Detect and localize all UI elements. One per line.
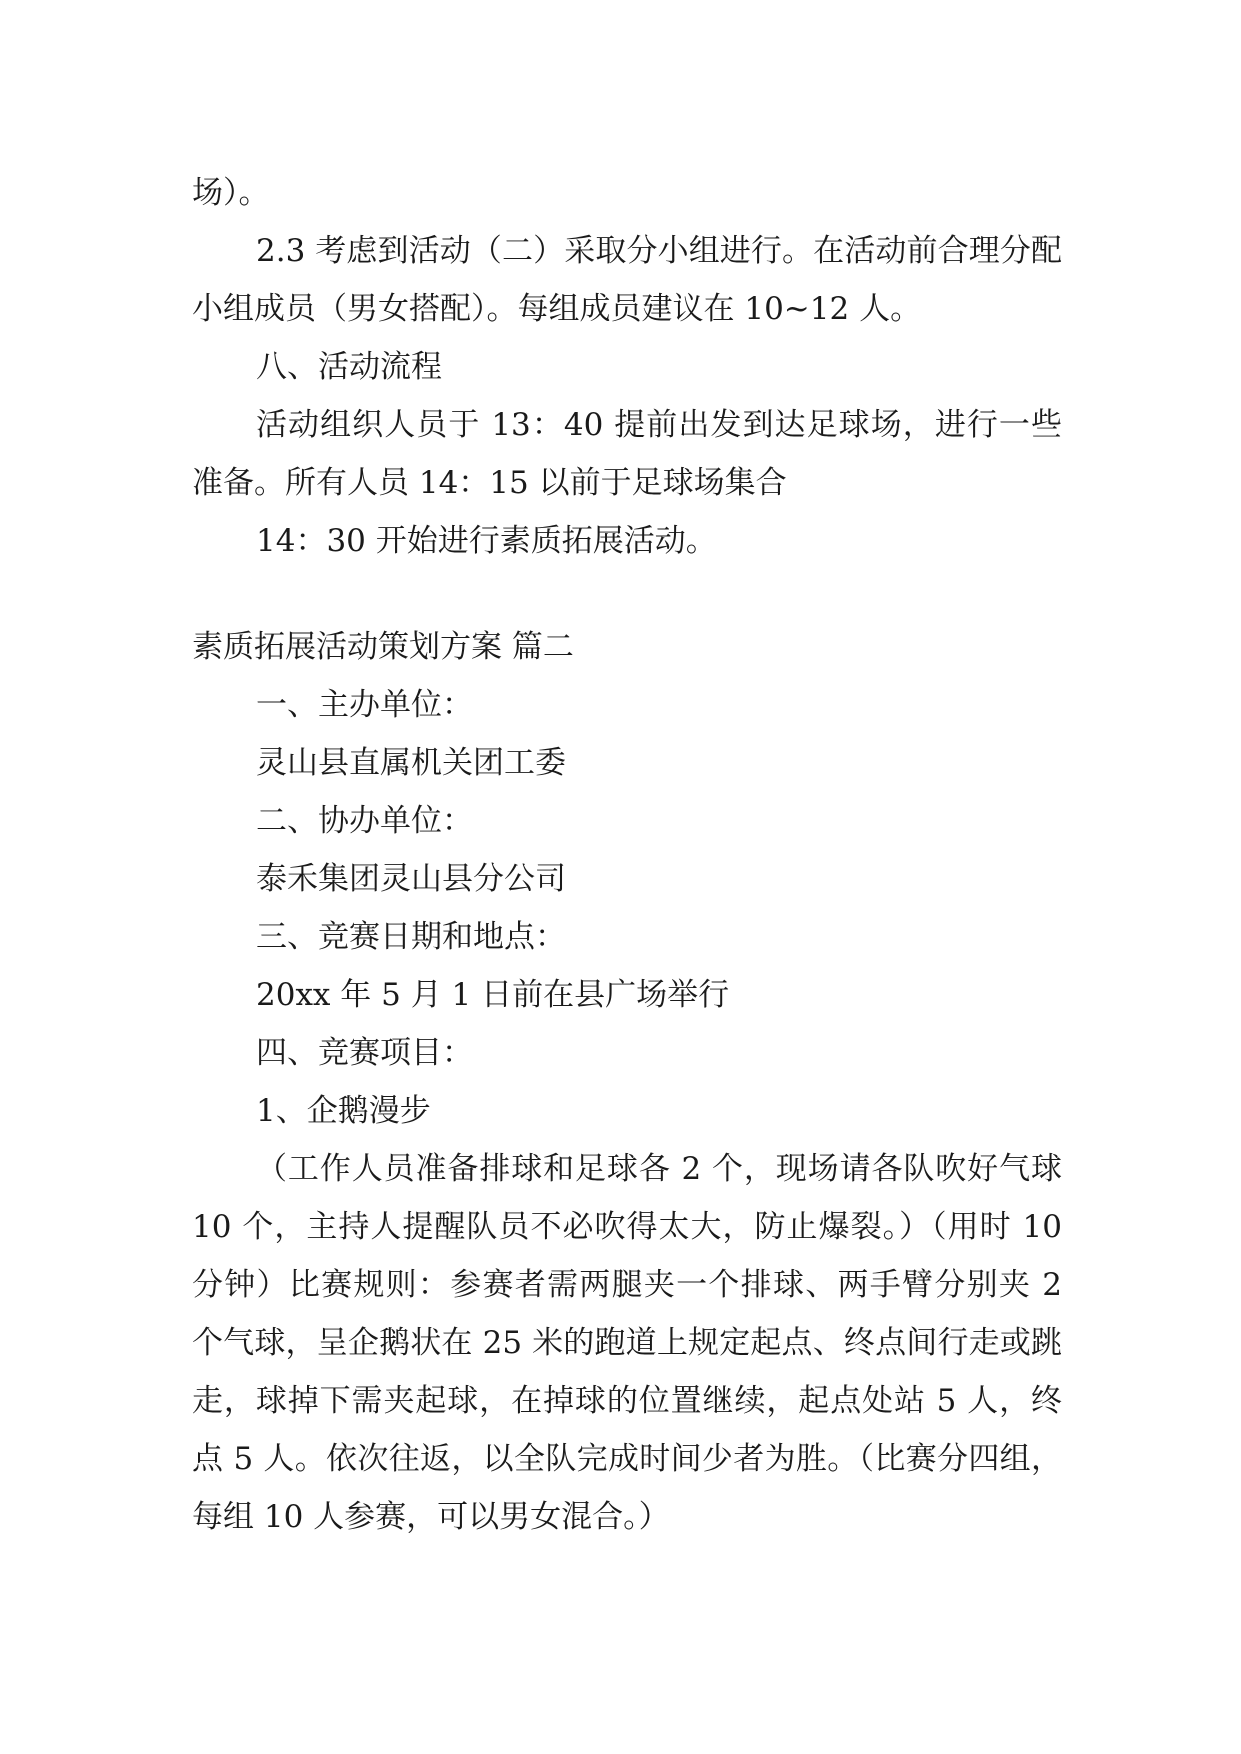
- section-heading-events: 四、竞赛项目：: [256, 1035, 473, 1071]
- event-title-penguin-walk: 1、企鹅漫步: [256, 1093, 431, 1129]
- section-heading-activity-flow: 八、活动流程: [256, 349, 442, 385]
- paragraph-start-time: 14：30 开始进行素质拓展活动。: [256, 523, 717, 559]
- paragraph-continuation: 场）。: [192, 175, 270, 211]
- co-organizer-name: 泰禾集团灵山县分公司: [256, 861, 566, 897]
- paragraph-schedule: 活动组织人员于 13：40 提前出发到达足球场，进行一些准备。所有人员 14：15 以前于足球场集合: [192, 407, 1062, 501]
- paragraph-grouping-note: 2.3 考虑到活动（二）采取分小组进行。在活动前合理分配小组成员（男女搭配）。每组成员建议在 10~12 人。: [192, 233, 1062, 327]
- section-heading-co-organizer: 二、协办单位：: [256, 803, 473, 839]
- event-rules-paragraph: （工作人员准备排球和足球各 2 个，现场请各队吹好气球 10 个，主持人提醒队员不必吹得太大，防止爆裂。）（用时 10 分钟）比赛规则：参赛者需两腿夹一个排球、两手臂分别夹 2 个气球，呈企鹅状在 25 米的跑道上规定起点、终点间行走或跳走，球掉下需夹起球，在掉球的位置继续，起点处站 5 人，终点 5 人。依次往返，以全队完成时间少者为胜。（比赛分四组，每组 10 人参赛，可以男女混合。）: [192, 1151, 1062, 1535]
- article-title: 素质拓展活动策划方案 篇二: [192, 629, 574, 665]
- section-heading-date-venue: 三、竞赛日期和地点：: [256, 919, 566, 955]
- date-venue-text: 20xx 年 5 月 1 日前在县广场举行: [256, 977, 730, 1013]
- organizer-name: 灵山县直属机关团工委: [256, 745, 566, 781]
- spacer: [192, 570, 1062, 618]
- section-heading-organizer: 一、主办单位：: [256, 687, 473, 723]
- document-body: [192, 164, 1062, 1546]
